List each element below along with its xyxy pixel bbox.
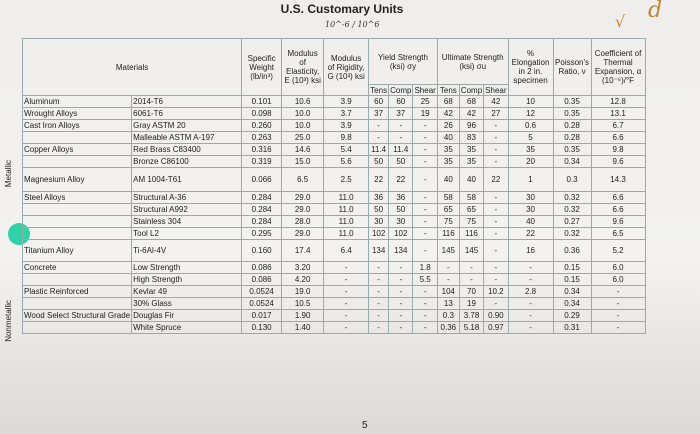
cell-ys: - xyxy=(413,156,437,168)
cell-sw: 0.260 xyxy=(242,120,282,132)
cell-ut: - xyxy=(437,262,459,274)
cell-uc: - xyxy=(459,262,483,274)
cell-yc: - xyxy=(389,310,413,322)
cell-ys: - xyxy=(413,298,437,310)
cell-e: 15.0 xyxy=(282,156,324,168)
cell-sw: 0.101 xyxy=(242,96,282,108)
cell-e: 10.6 xyxy=(282,96,324,108)
cell-nu: 0.15 xyxy=(553,274,591,286)
cell-us: 10.2 xyxy=(484,286,508,298)
cell-a: 9.6 xyxy=(591,156,645,168)
row-category xyxy=(23,204,132,216)
cell-a: 6.5 xyxy=(591,228,645,240)
cell-uc: 3.78 xyxy=(459,310,483,322)
cell-nu: 0.32 xyxy=(553,192,591,204)
row-category: Steel Alloys xyxy=(23,192,132,204)
cell-el: 35 xyxy=(508,144,553,156)
cell-el: 5 xyxy=(508,132,553,144)
row-material: 30% Glass xyxy=(132,298,242,310)
cell-g: 11.0 xyxy=(324,192,369,204)
cell-e: 10.0 xyxy=(282,108,324,120)
cell-ys: 25 xyxy=(413,96,437,108)
cell-g: - xyxy=(324,262,369,274)
cell-g: - xyxy=(324,298,369,310)
cell-a: - xyxy=(591,322,645,334)
cell-a: 13.1 xyxy=(591,108,645,120)
cell-yt: - xyxy=(369,286,389,298)
row-category: Cast Iron Alloys xyxy=(23,120,132,132)
cell-e: 17.4 xyxy=(282,240,324,262)
cell-ut: 35 xyxy=(437,156,459,168)
cell-ut: 40 xyxy=(437,168,459,192)
row-material: 2014-T6 xyxy=(132,96,242,108)
cell-yt: 134 xyxy=(369,240,389,262)
cell-ys: - xyxy=(413,310,437,322)
cell-ys: - xyxy=(413,228,437,240)
cell-g: 3.9 xyxy=(324,120,369,132)
table-row xyxy=(23,96,646,108)
cell-yc: - xyxy=(389,286,413,298)
row-category xyxy=(23,216,132,228)
page-number: 5 xyxy=(362,420,368,431)
table-row xyxy=(23,144,646,156)
cell-el: 20 xyxy=(508,156,553,168)
cell-ut: 75 xyxy=(437,216,459,228)
cell-uc: 65 xyxy=(459,204,483,216)
cell-nu: 0.15 xyxy=(553,262,591,274)
cell-e: 1.90 xyxy=(282,310,324,322)
cell-g: 5.6 xyxy=(324,156,369,168)
cell-sw: 0.284 xyxy=(242,216,282,228)
cell-el: - xyxy=(508,274,553,286)
cell-g: - xyxy=(324,274,369,286)
cell-ys: - xyxy=(413,120,437,132)
cell-yt: 22 xyxy=(369,168,389,192)
cell-yc: 102 xyxy=(389,228,413,240)
cell-yt: 102 xyxy=(369,228,389,240)
cell-us: 27 xyxy=(484,108,508,120)
cell-el: 12 xyxy=(508,108,553,120)
cell-a: 14.3 xyxy=(591,168,645,192)
cell-yc: 134 xyxy=(389,240,413,262)
cell-g: 2.5 xyxy=(324,168,369,192)
cell-ut: 0.36 xyxy=(437,322,459,334)
cell-e: 1.40 xyxy=(282,322,324,334)
cell-g: 11.0 xyxy=(324,216,369,228)
cell-ys: - xyxy=(413,168,437,192)
cell-us: - xyxy=(484,228,508,240)
cell-ut: 26 xyxy=(437,120,459,132)
header-yield-comp: Comp xyxy=(390,85,412,95)
cell-ut: 104 xyxy=(437,286,459,298)
table-row xyxy=(23,132,646,144)
row-category xyxy=(23,228,132,240)
cell-nu: 0.29 xyxy=(553,310,591,322)
cell-ys: 5.5 xyxy=(413,274,437,286)
cell-yt: 36 xyxy=(369,192,389,204)
cell-yc: 60 xyxy=(389,96,413,108)
cell-sw: 0.316 xyxy=(242,144,282,156)
row-category: Aluminum xyxy=(23,96,132,108)
cell-uc: 19 xyxy=(459,298,483,310)
cell-us: 42 xyxy=(484,96,508,108)
table-row xyxy=(23,216,646,228)
material-properties-table xyxy=(22,38,646,334)
header-ultimate-strength: Ultimate Strength (ksi) σu xyxy=(437,39,508,85)
cell-ys: - xyxy=(413,216,437,228)
cell-el: 30 xyxy=(508,204,553,216)
cell-el: 2.8 xyxy=(508,286,553,298)
cell-us: - xyxy=(484,132,508,144)
cell-yc: 11.4 xyxy=(389,144,413,156)
cell-sw: 0.017 xyxy=(242,310,282,322)
table-row xyxy=(23,228,646,240)
cell-ut: 58 xyxy=(437,192,459,204)
cell-a: 6.7 xyxy=(591,120,645,132)
cell-yc: 50 xyxy=(389,156,413,168)
cell-us: - xyxy=(484,262,508,274)
cell-yc: - xyxy=(389,120,413,132)
row-category xyxy=(23,274,132,286)
cell-a: 12.8 xyxy=(591,96,645,108)
cell-nu: 0.34 xyxy=(553,298,591,310)
group-label-metallic: Metallic xyxy=(4,160,13,188)
cell-yt: - xyxy=(369,274,389,286)
row-material: Gray ASTM 20 xyxy=(132,120,242,132)
cell-nu: 0.34 xyxy=(553,156,591,168)
cell-ut: 0.3 xyxy=(437,310,459,322)
cell-yc: - xyxy=(389,274,413,286)
cell-el: - xyxy=(508,322,553,334)
cell-ut: 42 xyxy=(437,108,459,120)
cell-yt: 37 xyxy=(369,108,389,120)
cell-e: 19.0 xyxy=(282,286,324,298)
cell-uc: 145 xyxy=(459,240,483,262)
table-row xyxy=(23,192,646,204)
cell-ys: - xyxy=(413,204,437,216)
cell-yt: - xyxy=(369,262,389,274)
cell-a: - xyxy=(591,286,645,298)
cell-nu: 0.35 xyxy=(553,96,591,108)
cell-ys: - xyxy=(413,144,437,156)
cell-ut: 68 xyxy=(437,96,459,108)
cell-yc: - xyxy=(389,322,413,334)
cell-us: - xyxy=(484,120,508,132)
cell-us: - xyxy=(484,240,508,262)
cell-uc: 96 xyxy=(459,120,483,132)
cell-sw: 0.066 xyxy=(242,168,282,192)
cell-e: 14.6 xyxy=(282,144,324,156)
table-row xyxy=(23,120,646,132)
row-category: Wood Select Structural Grade xyxy=(24,310,131,320)
header-yield-strength: Yield Strength (ksi) σy xyxy=(369,39,438,85)
cell-e: 4.20 xyxy=(282,274,324,286)
cell-el: 0.6 xyxy=(508,120,553,132)
cell-g: - xyxy=(324,322,369,334)
cell-ys: - xyxy=(413,322,437,334)
cell-ut: 35 xyxy=(437,144,459,156)
header-modulus-rigidity: Modulus of Rigidity, G (10³) ksi xyxy=(324,39,369,96)
header-ult-shear: Shear xyxy=(485,85,507,95)
row-material: AM 1004-T61 xyxy=(132,168,242,192)
table-row xyxy=(23,262,646,274)
cell-us: - xyxy=(484,144,508,156)
row-material: Douglas Fir xyxy=(132,310,242,322)
cell-ys: - xyxy=(413,286,437,298)
cell-a: 9.8 xyxy=(591,144,645,156)
cell-el: 1 xyxy=(508,168,553,192)
cell-sw: 0.0524 xyxy=(242,286,282,298)
cell-g: - xyxy=(324,286,369,298)
cell-yc: - xyxy=(389,298,413,310)
cell-uc: 35 xyxy=(459,156,483,168)
cell-a: 6.6 xyxy=(591,192,645,204)
cell-us: - xyxy=(484,192,508,204)
table-row xyxy=(23,286,646,298)
cell-a: 5.2 xyxy=(591,240,645,262)
cell-uc: 68 xyxy=(459,96,483,108)
cell-yt: 50 xyxy=(369,204,389,216)
cell-uc: 70 xyxy=(459,286,483,298)
cell-us: - xyxy=(484,274,508,286)
header-materials: Materials xyxy=(23,39,242,96)
cell-nu: 0.32 xyxy=(553,228,591,240)
cell-yt: - xyxy=(369,132,389,144)
cell-yt: - xyxy=(369,322,389,334)
cell-yc: 50 xyxy=(389,204,413,216)
cell-uc: 40 xyxy=(459,168,483,192)
cell-ut: 145 xyxy=(437,240,459,262)
cell-nu: 0.31 xyxy=(553,322,591,334)
cell-g: 3.9 xyxy=(324,96,369,108)
row-material: High Strength xyxy=(132,274,242,286)
handwritten-check-mark: √ xyxy=(615,12,626,31)
header-ult-comp: Comp xyxy=(460,85,483,95)
cell-uc: 35 xyxy=(459,144,483,156)
row-material: Tool L2 xyxy=(132,228,242,240)
cell-a: 6.0 xyxy=(591,274,645,286)
row-material: White Spruce xyxy=(132,322,242,334)
cell-ut: - xyxy=(437,274,459,286)
cell-sw: 0.130 xyxy=(242,322,282,334)
header-modulus-elasticity: Modulus of Elasticity, E (10³) ksi xyxy=(282,39,324,96)
cell-g: - xyxy=(324,310,369,322)
cell-sw: 0.086 xyxy=(242,262,282,274)
header-ult-tens: Tens xyxy=(437,85,459,96)
cell-yt: 11.4 xyxy=(369,144,389,156)
row-material: 6061-T6 xyxy=(132,108,242,120)
table-row xyxy=(23,204,646,216)
cell-e: 3.20 xyxy=(282,262,324,274)
row-material: Stainless 304 xyxy=(132,216,242,228)
row-category: Concrete xyxy=(23,262,132,274)
cell-yc: 22 xyxy=(389,168,413,192)
cell-sw: 0.284 xyxy=(242,204,282,216)
cell-yc: 30 xyxy=(389,216,413,228)
page-title: U.S. Customary Units xyxy=(280,2,404,16)
cell-yc: 36 xyxy=(389,192,413,204)
table-row xyxy=(23,168,646,192)
cell-e: 25.0 xyxy=(282,132,324,144)
cell-sw: 0.086 xyxy=(242,274,282,286)
table-row xyxy=(23,322,646,334)
cell-a: 6.0 xyxy=(591,262,645,274)
cell-ut: 116 xyxy=(437,228,459,240)
row-category xyxy=(23,156,132,168)
cell-uc: - xyxy=(459,274,483,286)
header-poisson-ratio: Poisson's Ratio, ν xyxy=(553,39,591,96)
cell-us: 0.97 xyxy=(484,322,508,334)
cell-ys: - xyxy=(413,132,437,144)
header-elongation: % Elongation in 2 in. specimen xyxy=(508,39,553,96)
cell-g: 9.8 xyxy=(324,132,369,144)
cell-yc: 37 xyxy=(389,108,413,120)
cell-g: 3.7 xyxy=(324,108,369,120)
cell-yt: 60 xyxy=(369,96,389,108)
table-row xyxy=(23,156,646,168)
cell-g: 11.0 xyxy=(324,228,369,240)
group-label-nonmetallic: Nonmetallic xyxy=(4,300,13,342)
cell-ut: 13 xyxy=(437,298,459,310)
cell-nu: 0.28 xyxy=(553,132,591,144)
cell-yt: - xyxy=(369,120,389,132)
cell-ys: - xyxy=(413,192,437,204)
cell-sw: 0.319 xyxy=(242,156,282,168)
cell-sw: 0.295 xyxy=(242,228,282,240)
cell-el: - xyxy=(508,298,553,310)
cell-e: 10.5 xyxy=(282,298,324,310)
row-material: Structural A-36 xyxy=(132,192,242,204)
cell-yt: 50 xyxy=(369,156,389,168)
cell-ys: - xyxy=(413,240,437,262)
cell-nu: 0.35 xyxy=(553,108,591,120)
table-row xyxy=(23,274,646,286)
cell-yc: - xyxy=(389,132,413,144)
row-category: Magnesium Alloy xyxy=(23,168,132,192)
cell-nu: 0.32 xyxy=(553,204,591,216)
cell-ys: 1.8 xyxy=(413,262,437,274)
header-yield-shear: Shear xyxy=(414,85,436,95)
cell-e: 29.0 xyxy=(282,192,324,204)
cell-a: - xyxy=(591,310,645,322)
row-category: Plastic Reinforced xyxy=(23,286,132,298)
row-material: Bronze C86100 xyxy=(132,156,242,168)
cell-a: 6.6 xyxy=(591,132,645,144)
cell-uc: 116 xyxy=(459,228,483,240)
cell-a: 9.6 xyxy=(591,216,645,228)
cell-el: 22 xyxy=(508,228,553,240)
row-material: Red Brass C83400 xyxy=(132,144,242,156)
header-yield-tens: Tens xyxy=(370,85,388,95)
cell-yt: 30 xyxy=(369,216,389,228)
row-category xyxy=(23,322,132,334)
cell-us: - xyxy=(484,156,508,168)
cell-us: - xyxy=(484,298,508,310)
row-category xyxy=(23,132,132,144)
cell-sw: 0.098 xyxy=(242,108,282,120)
table-row xyxy=(23,108,646,120)
cell-nu: 0.3 xyxy=(553,168,591,192)
cell-yc: - xyxy=(389,262,413,274)
cell-uc: 83 xyxy=(459,132,483,144)
cell-el: - xyxy=(508,262,553,274)
cell-a: 6.6 xyxy=(591,204,645,216)
cell-g: 11.0 xyxy=(324,204,369,216)
cell-nu: 0.36 xyxy=(553,240,591,262)
cell-sw: 0.263 xyxy=(242,132,282,144)
cell-e: 10.0 xyxy=(282,120,324,132)
cell-uc: 58 xyxy=(459,192,483,204)
row-material: Kevlar 49 xyxy=(132,286,242,298)
cell-e: 29.0 xyxy=(282,204,324,216)
cell-el: 10 xyxy=(508,96,553,108)
cell-uc: 42 xyxy=(459,108,483,120)
cell-nu: 0.27 xyxy=(553,216,591,228)
header-thermal-expansion: Coefficient of Thermal Expansion, α (10⁻⁶)/°F xyxy=(591,39,645,96)
row-material: Malleable ASTM A-197 xyxy=(132,132,242,144)
row-category xyxy=(23,298,132,310)
cell-el: 30 xyxy=(508,192,553,204)
row-category: Titanium Alloy xyxy=(23,240,132,262)
cell-us: - xyxy=(484,204,508,216)
cell-yt: - xyxy=(369,298,389,310)
cell-uc: 75 xyxy=(459,216,483,228)
cell-g: 5.4 xyxy=(324,144,369,156)
cell-el: - xyxy=(508,310,553,322)
cell-el: 16 xyxy=(508,240,553,262)
cell-sw: 0.0524 xyxy=(242,298,282,310)
cell-el: 40 xyxy=(508,216,553,228)
row-material: Structural A992 xyxy=(132,204,242,216)
handwritten-note: 10^-6 / 10^6 xyxy=(325,20,380,29)
table-row xyxy=(23,298,646,310)
row-category: Wrought Alloys xyxy=(23,108,132,120)
table-row xyxy=(23,240,646,262)
cell-ys: 19 xyxy=(413,108,437,120)
cell-uc: 5.18 xyxy=(459,322,483,334)
cell-a: - xyxy=(591,298,645,310)
cell-e: 29.0 xyxy=(282,228,324,240)
cell-ut: 65 xyxy=(437,204,459,216)
cell-sw: 0.160 xyxy=(242,240,282,262)
row-material: Low Strength xyxy=(132,262,242,274)
cell-g: 6.4 xyxy=(324,240,369,262)
cell-sw: 0.284 xyxy=(242,192,282,204)
table-row xyxy=(23,310,646,322)
cell-us: 0.90 xyxy=(484,310,508,322)
cell-us: 22 xyxy=(484,168,508,192)
cell-nu: 0.28 xyxy=(553,120,591,132)
cell-yt: - xyxy=(369,310,389,322)
row-category: Copper Alloys xyxy=(23,144,132,156)
cell-us: - xyxy=(484,216,508,228)
header-specific-weight: Specific Weight (lb/in³) xyxy=(242,39,282,96)
cell-e: 28.0 xyxy=(282,216,324,228)
cell-e: 6.5 xyxy=(282,168,324,192)
handwritten-letter-mark: d xyxy=(648,0,663,23)
row-material: Ti-6Al-4V xyxy=(132,240,242,262)
cell-ut: 40 xyxy=(437,132,459,144)
cell-nu: 0.35 xyxy=(553,144,591,156)
cell-nu: 0.34 xyxy=(553,286,591,298)
